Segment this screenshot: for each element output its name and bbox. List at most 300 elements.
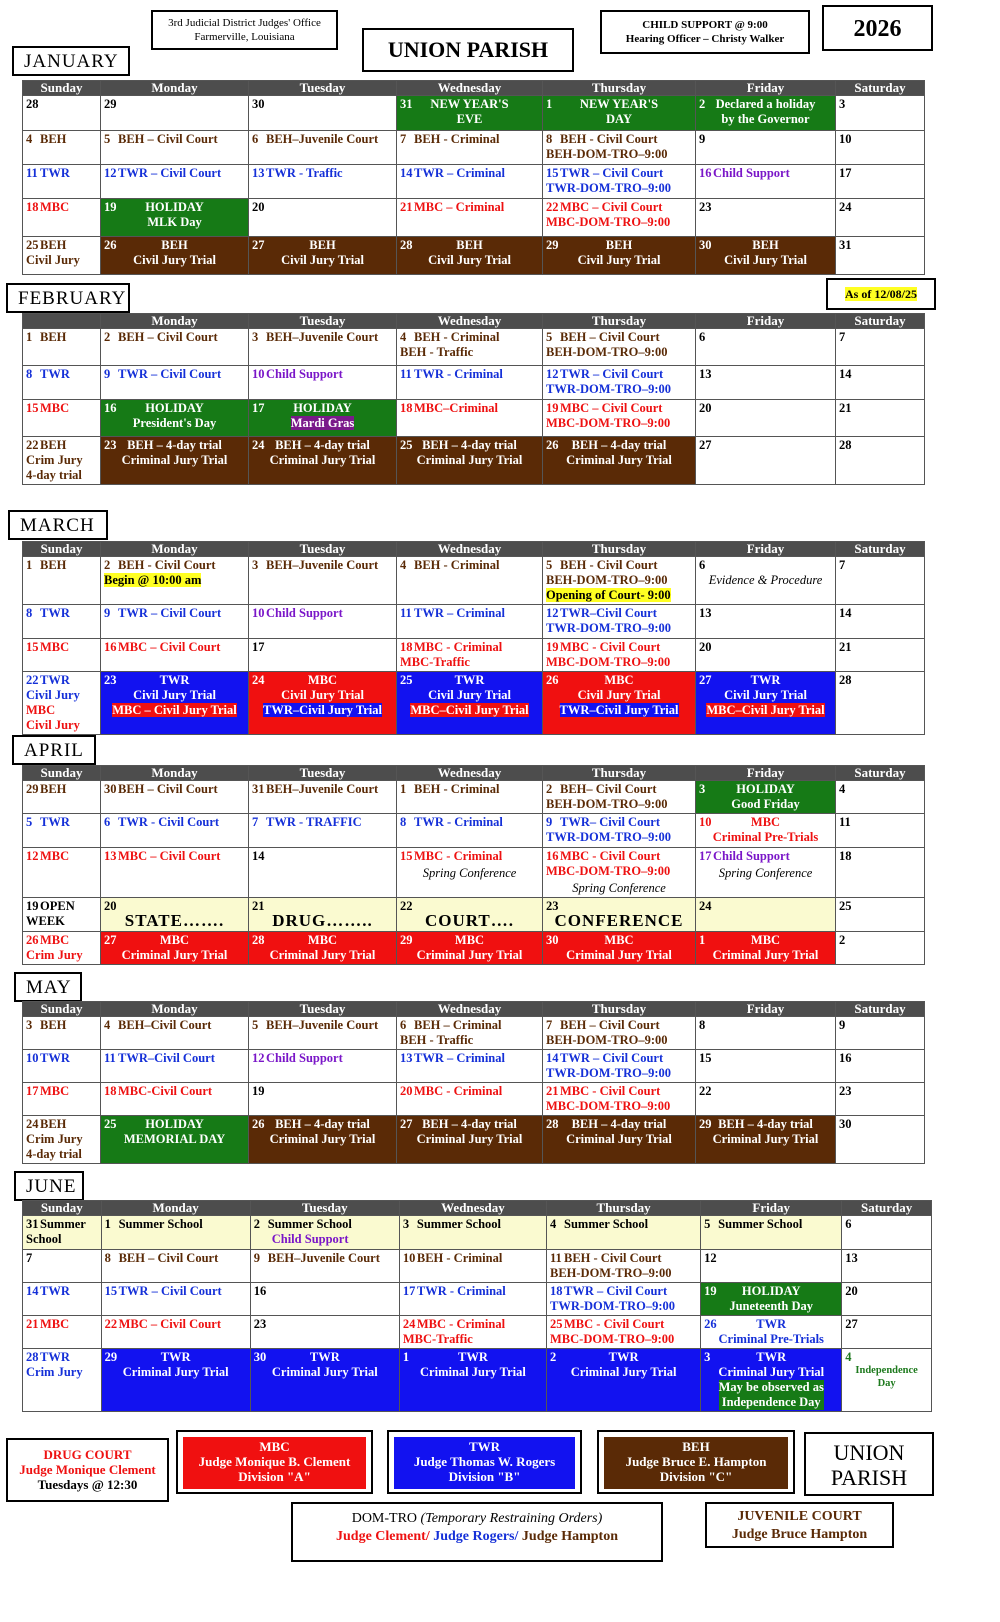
event-text: BEH <box>40 782 67 796</box>
day-number: 7 <box>546 1018 553 1032</box>
week-row <box>23 437 925 485</box>
day-number: 20 <box>252 200 265 214</box>
day-number: 16 <box>546 849 559 863</box>
day-number: 4 <box>104 1018 111 1032</box>
event-text: TWR Civil Jury Trial <box>428 673 511 702</box>
weekday-header: Wednesday <box>397 766 543 781</box>
event-text: NEW YEAR'S EVE <box>430 97 509 126</box>
week-row <box>23 237 925 275</box>
day-number: 31 <box>252 782 265 796</box>
day-number: 19 <box>26 899 39 913</box>
event-text: TWR– Civil Court TWR-DOM-TRO–9:00 <box>546 815 671 844</box>
day-cell <box>249 366 397 400</box>
day-number: 28 <box>839 673 852 687</box>
day-cell <box>101 814 249 848</box>
day-number: 24 <box>252 673 265 687</box>
weekday-header-row <box>23 314 925 329</box>
day-cell <box>543 237 696 275</box>
week-row <box>23 1250 932 1283</box>
day-number: 22 <box>26 673 39 687</box>
day-cell <box>101 1216 250 1250</box>
event-text: TWR - TRAFFIC <box>266 815 362 829</box>
day-cell <box>397 165 543 199</box>
day-number: 1 <box>400 782 407 796</box>
highlighted-note: Opening of Court- 9:00 <box>546 588 671 602</box>
event-text: HOLIDAY Juneteenth Day <box>729 1284 814 1313</box>
day-number: 10 <box>699 815 712 829</box>
event-text: BEH–Juvenile Court <box>266 782 379 796</box>
day-cell <box>250 1349 399 1412</box>
day-number: 27 <box>104 933 117 947</box>
weekday-header-row <box>23 1201 932 1216</box>
day-number: 31 <box>839 238 852 252</box>
day-number: 29 <box>104 1350 118 1364</box>
day-cell <box>101 932 249 965</box>
day-number: 23 <box>104 673 117 687</box>
event-text: BEH – 4-day trial Criminal Jury Trial <box>712 1117 819 1146</box>
parish-title: UNION PARISH <box>387 37 549 62</box>
day-cell <box>701 1349 842 1412</box>
highlighted-note: Begin @ 10:00 am <box>104 573 202 587</box>
day-cell <box>249 1050 397 1083</box>
day-number: 18 <box>400 640 413 654</box>
day-number: 9 <box>839 1018 846 1032</box>
day-number: 2 <box>550 1350 557 1364</box>
weekday-header: Tuesday <box>250 1201 399 1216</box>
month-label-april: APRIL <box>12 735 96 765</box>
day-cell <box>101 1083 249 1116</box>
event-text: MBC - Criminal MBC-Traffic <box>402 1317 506 1346</box>
day-cell <box>836 366 925 400</box>
day-cell <box>101 557 249 605</box>
week-row <box>23 672 925 735</box>
event-text: BEH – 4-day trial Criminal Jury Trial <box>566 1117 672 1146</box>
weekday-header: Thursday <box>543 1002 696 1017</box>
day-cell <box>696 1083 836 1116</box>
event-text: BEH – Civil Court <box>118 782 218 796</box>
day-cell <box>836 1017 925 1050</box>
day-cell <box>23 1349 102 1412</box>
day-cell <box>397 1017 543 1050</box>
day-cell <box>101 672 249 735</box>
day-cell <box>249 605 397 639</box>
day-number: 19 <box>546 640 559 654</box>
day-cell <box>543 605 696 639</box>
day-cell <box>696 1116 836 1164</box>
day-cell <box>101 1349 250 1412</box>
week-row <box>23 1050 925 1083</box>
day-number: 29 <box>699 1117 712 1131</box>
event-text: TWR Civil Jury <box>26 673 80 702</box>
month-label-june: JUNE <box>14 1171 84 1201</box>
day-number: 30 <box>546 933 559 947</box>
day-cell <box>701 1283 842 1316</box>
day-number: 3 <box>402 1217 410 1231</box>
day-number: 23 <box>546 899 559 913</box>
event-text: HOLIDAY Good Friday <box>731 782 800 811</box>
weekday-header: Tuesday <box>249 1002 397 1017</box>
day-cell <box>836 932 925 965</box>
event-text: TWR Criminal Pre-Trials <box>718 1317 824 1346</box>
event-text: TWR – Civil Court <box>118 367 222 381</box>
day-cell <box>836 131 925 165</box>
day-cell <box>842 1316 932 1349</box>
day-cell <box>23 1083 101 1116</box>
day-number: 17 <box>402 1284 416 1298</box>
event-text: HOLIDAY MEMORIAL DAY <box>123 1117 226 1146</box>
week-row <box>23 165 925 199</box>
mbc-legend-box <box>176 1430 373 1494</box>
day-cell <box>23 96 101 131</box>
calendar-february <box>22 313 925 485</box>
day-cell <box>836 96 925 131</box>
weekday-header: Sunday <box>23 542 101 557</box>
event-text: Child Support <box>266 367 343 381</box>
day-cell <box>696 1017 836 1050</box>
event-text: HOLIDAY President's Day <box>132 401 217 430</box>
day-number: 22 <box>546 200 559 214</box>
day-number: 4 <box>26 132 33 146</box>
day-cell <box>842 1216 932 1250</box>
day-number: 16 <box>699 166 712 180</box>
event-text: HOLIDAY <box>293 401 352 415</box>
day-number: 27 <box>400 1117 413 1131</box>
day-number: 18 <box>839 849 852 863</box>
event-text: BEH Civil Jury Trial <box>724 238 807 267</box>
event-text: TWR – Civil Court <box>118 606 222 620</box>
day-cell <box>23 199 101 237</box>
week-row <box>23 814 925 848</box>
weekday-header: Tuesday <box>249 314 397 329</box>
event-text: MBC Criminal Pre-Trials <box>712 815 819 844</box>
day-cell <box>397 237 543 275</box>
week-row <box>23 329 925 366</box>
event-text: BEH–Juvenile Court <box>267 1251 380 1265</box>
weekday-header-row <box>23 1002 925 1017</box>
weekday-header-row <box>23 81 925 96</box>
weekday-header: Wednesday <box>397 1002 543 1017</box>
event-text: TWR–Civil Court <box>118 1051 215 1065</box>
day-cell <box>543 781 696 814</box>
day-cell <box>250 1316 399 1349</box>
day-cell <box>836 1116 925 1164</box>
day-number: 28 <box>26 1350 39 1364</box>
event-text: TWR Civil Jury Trial <box>133 673 216 702</box>
event-text: TWR – Civil Court TWR-DOM-TRO–9:00 <box>546 1051 671 1080</box>
day-cell <box>696 199 836 237</box>
day-number: 14 <box>400 166 413 180</box>
day-number: 25 <box>104 1117 117 1131</box>
day-cell <box>543 96 696 131</box>
day-cell <box>249 814 397 848</box>
day-number: 3 <box>26 1018 33 1032</box>
week-row <box>23 1349 932 1412</box>
calendar-april <box>22 765 925 965</box>
day-cell <box>23 898 101 932</box>
day-cell <box>696 932 836 965</box>
drug-court-title: DRUG COURT <box>43 1447 132 1462</box>
day-cell <box>399 1316 546 1349</box>
twr-code: TWR <box>468 1439 501 1454</box>
day-cell <box>101 1283 250 1316</box>
event-text: MBC <box>40 200 70 214</box>
event-text: TWR – Civil Court TWR-DOM-TRO–9:00 <box>550 1284 675 1313</box>
event-text: BEH - Criminal BEH - Traffic <box>400 330 500 359</box>
day-number: 12 <box>704 1251 717 1265</box>
event-text: OPEN WEEK <box>26 899 75 928</box>
week-row <box>23 366 925 400</box>
day-number: 26 <box>546 438 559 452</box>
day-number: 15 <box>699 1051 712 1065</box>
day-cell <box>23 814 101 848</box>
day-number: 3 <box>699 782 706 796</box>
day-number: 3 <box>839 97 846 111</box>
day-cell <box>696 329 836 366</box>
event-text: TWR <box>40 606 70 620</box>
calendar-march <box>22 541 925 735</box>
domtro-judge-hampton: Judge Hampton <box>521 1529 618 1544</box>
event-text: BEH Crim Jury 4-day trial <box>26 1117 83 1161</box>
beh-legend-box <box>597 1430 795 1494</box>
event-text: MBC - Criminal MBC-Traffic <box>400 640 503 669</box>
week-row <box>23 605 925 639</box>
event-text: TWR <box>40 1051 70 1065</box>
event-text: MBC Criminal Jury Trial <box>121 933 228 962</box>
day-number: 25 <box>400 438 413 452</box>
day-number: 13 <box>252 166 265 180</box>
day-number: 29 <box>26 782 39 796</box>
day-number: 1 <box>104 1217 111 1231</box>
day-cell <box>543 672 696 735</box>
event-text: BEH - Criminal <box>414 558 500 572</box>
day-number: 27 <box>699 673 712 687</box>
drug-court-time: Tuesdays @ 12:30 <box>37 1477 138 1492</box>
day-number: 20 <box>699 640 712 654</box>
day-number: 18 <box>400 401 413 415</box>
day-cell <box>249 437 397 485</box>
month-label-may: MAY <box>14 972 82 1002</box>
day-number: 25 <box>839 899 852 913</box>
weekday-header: Friday <box>696 1002 836 1017</box>
event-text: BEH – 4-day trial Criminal Jury Trial <box>416 1117 523 1146</box>
event-text: BEH <box>40 132 67 146</box>
day-number: 10 <box>839 132 852 146</box>
twr-division: Division "B" <box>448 1469 521 1484</box>
day-number: 31 <box>26 1217 39 1231</box>
day-cell <box>23 639 101 672</box>
day-cell <box>23 1017 101 1050</box>
day-cell <box>543 1083 696 1116</box>
weekday-header: Friday <box>696 314 836 329</box>
day-number: 11 <box>839 815 851 829</box>
year-label: 2026 <box>853 16 902 42</box>
day-number: 20 <box>104 899 117 913</box>
day-cell <box>696 898 836 932</box>
day-number: 24 <box>402 1317 416 1331</box>
event-text: BEH – Criminal BEH - Traffic <box>400 1018 502 1047</box>
day-number: 12 <box>26 849 39 863</box>
day-number: 21 <box>400 200 413 214</box>
day-cell <box>836 814 925 848</box>
drug-court-judge: Judge Monique Clement <box>19 1462 156 1477</box>
juvenile-court-box <box>705 1502 894 1548</box>
day-number: 2 <box>839 933 846 947</box>
juvenile-court-judge: Judge Bruce Hampton <box>731 1527 868 1542</box>
day-number: 27 <box>252 238 265 252</box>
event-text: TWR Crim Jury <box>26 1350 83 1379</box>
day-number: 9 <box>104 367 111 381</box>
day-number: 16 <box>104 640 117 654</box>
week-row <box>23 1116 925 1164</box>
day-cell <box>543 639 696 672</box>
day-number: 19 <box>546 401 559 415</box>
secondary-note: Spring Conference <box>422 866 517 880</box>
as-of-label: As of 12/08/25 <box>845 287 917 301</box>
mbc-code: MBC <box>259 1439 290 1454</box>
day-cell <box>23 932 101 965</box>
day-number: 14 <box>839 606 852 620</box>
day-cell <box>101 366 249 400</box>
weekday-header: Wednesday <box>397 81 543 96</box>
day-cell <box>399 1349 546 1412</box>
day-number: 29 <box>546 238 559 252</box>
domtro-title-line <box>293 1510 661 1528</box>
beh-division: Division "C" <box>659 1469 733 1484</box>
day-cell <box>397 131 543 165</box>
event-text: BEH Civil Jury Trial <box>577 238 661 267</box>
day-number: 29 <box>104 97 117 111</box>
event-text: TWR <box>40 367 70 381</box>
domtro-desc: (Temporary Restraining Orders) <box>420 1511 603 1526</box>
day-number: 8 <box>699 1018 706 1032</box>
week-row <box>23 898 925 932</box>
event-text: MBC – Civil Court <box>118 1317 222 1331</box>
day-number: 5 <box>704 1217 711 1231</box>
event-text: MBC – Civil Court MBC-DOM-TRO–9:00 <box>546 200 671 229</box>
day-cell <box>397 672 543 735</box>
day-cell <box>249 131 397 165</box>
event-text: BEH – 4-day trial Criminal Jury Trial <box>269 438 376 467</box>
juvenile-court-title: JUVENILE COURT <box>737 1509 862 1524</box>
day-cell <box>543 329 696 366</box>
weekday-header: Tuesday <box>249 81 397 96</box>
day-cell <box>101 165 249 199</box>
day-number: 3 <box>252 330 259 344</box>
day-cell <box>23 848 101 898</box>
day-cell <box>101 199 249 237</box>
highlighted-note: MBC – Civil Jury Trial <box>112 703 237 717</box>
domtro-title: DOM-TRO <box>351 1511 418 1526</box>
highlighted-note: May be observed as Independence Day <box>718 1380 824 1409</box>
event-text: BEH Civil Jury Trial <box>281 238 364 267</box>
day-cell <box>397 781 543 814</box>
day-cell <box>23 131 101 165</box>
secondary-note: Child Support <box>271 1232 349 1246</box>
event-text: Child Support <box>713 166 790 180</box>
day-number: 2 <box>104 558 111 572</box>
day-number: 20 <box>845 1284 858 1298</box>
month-label-february: FEBRUARY <box>6 283 130 313</box>
event-text: BEH Civil Jury Trial <box>428 238 511 267</box>
event-text: MBC - Criminal <box>414 849 503 863</box>
event-text: TWR - Criminal <box>414 367 503 381</box>
secondary-note: MBC Civil Jury <box>26 703 80 732</box>
day-cell <box>836 437 925 485</box>
day-number: 4 <box>839 782 846 796</box>
day-number: 19 <box>704 1284 717 1298</box>
day-cell <box>547 1316 701 1349</box>
weekday-header: Saturday <box>836 314 925 329</box>
week-row <box>23 639 925 672</box>
day-cell <box>249 557 397 605</box>
event-text: BEH - Civil Court BEH-DOM-TRO–9:00 <box>546 558 668 587</box>
day-cell <box>23 237 101 275</box>
day-cell <box>397 639 543 672</box>
day-cell <box>23 366 101 400</box>
highlighted-note: Mardi Gras <box>290 416 355 430</box>
day-cell <box>543 1017 696 1050</box>
day-cell <box>249 96 397 131</box>
event-text: BEH – Civil Court BEH-DOM-TRO–9:00 <box>546 330 668 359</box>
weekday-header: Monday <box>101 766 249 781</box>
event-text: BEH – 4-day trial Criminal Jury Trial <box>566 438 672 467</box>
domtro-judge-rogers: Judge Rogers/ <box>433 1529 519 1544</box>
day-cell <box>397 848 543 898</box>
weekday-header: Saturday <box>836 1002 925 1017</box>
weekday-header-row <box>23 542 925 557</box>
day-number: 5 <box>104 132 111 146</box>
day-cell <box>23 1216 102 1250</box>
highlighted-note: TWR–Civil Jury Trial <box>263 703 382 717</box>
day-cell <box>101 96 249 131</box>
day-number: 12 <box>546 367 559 381</box>
day-number: 20 <box>400 1084 413 1098</box>
event-text: BEH <box>40 330 67 344</box>
weekday-header: Monday <box>101 81 249 96</box>
day-number: 7 <box>26 1251 33 1265</box>
day-number: 16 <box>253 1284 267 1298</box>
day-cell <box>249 165 397 199</box>
day-cell <box>543 1116 696 1164</box>
day-cell <box>249 1083 397 1116</box>
day-cell <box>701 1216 842 1250</box>
union-parish-line2: PARISH <box>830 1465 908 1490</box>
day-number: 22 <box>26 438 39 452</box>
day-cell <box>836 605 925 639</box>
day-cell <box>23 605 101 639</box>
day-number: 28 <box>252 933 265 947</box>
day-number: 29 <box>400 933 413 947</box>
day-cell <box>696 131 836 165</box>
event-text: BEH – 4-day trial Criminal Jury Trial <box>121 438 228 467</box>
event-text: NEW YEAR'S DAY <box>579 97 659 126</box>
day-number: 26 <box>704 1317 717 1331</box>
day-cell <box>836 199 925 237</box>
event-text: BEH–Civil Court <box>118 1018 212 1032</box>
event-text: Summer School <box>267 1217 352 1231</box>
day-number: 13 <box>699 367 712 381</box>
day-number: 18 <box>104 1084 117 1098</box>
day-number: 28 <box>546 1117 559 1131</box>
event-text: MBC - Civil Court MBC-DOM-TRO–9:00 <box>550 1317 675 1346</box>
event-text: TWR–Civil Court TWR-DOM-TRO–9:00 <box>546 606 671 635</box>
day-cell <box>547 1283 701 1316</box>
event-text: Summer School <box>564 1217 649 1231</box>
conference-banner-text: COURT…. <box>424 911 515 930</box>
event-text: TWR Civil Jury Trial <box>724 673 807 702</box>
day-number: 11 <box>26 166 38 180</box>
day-number: 6 <box>699 330 706 344</box>
